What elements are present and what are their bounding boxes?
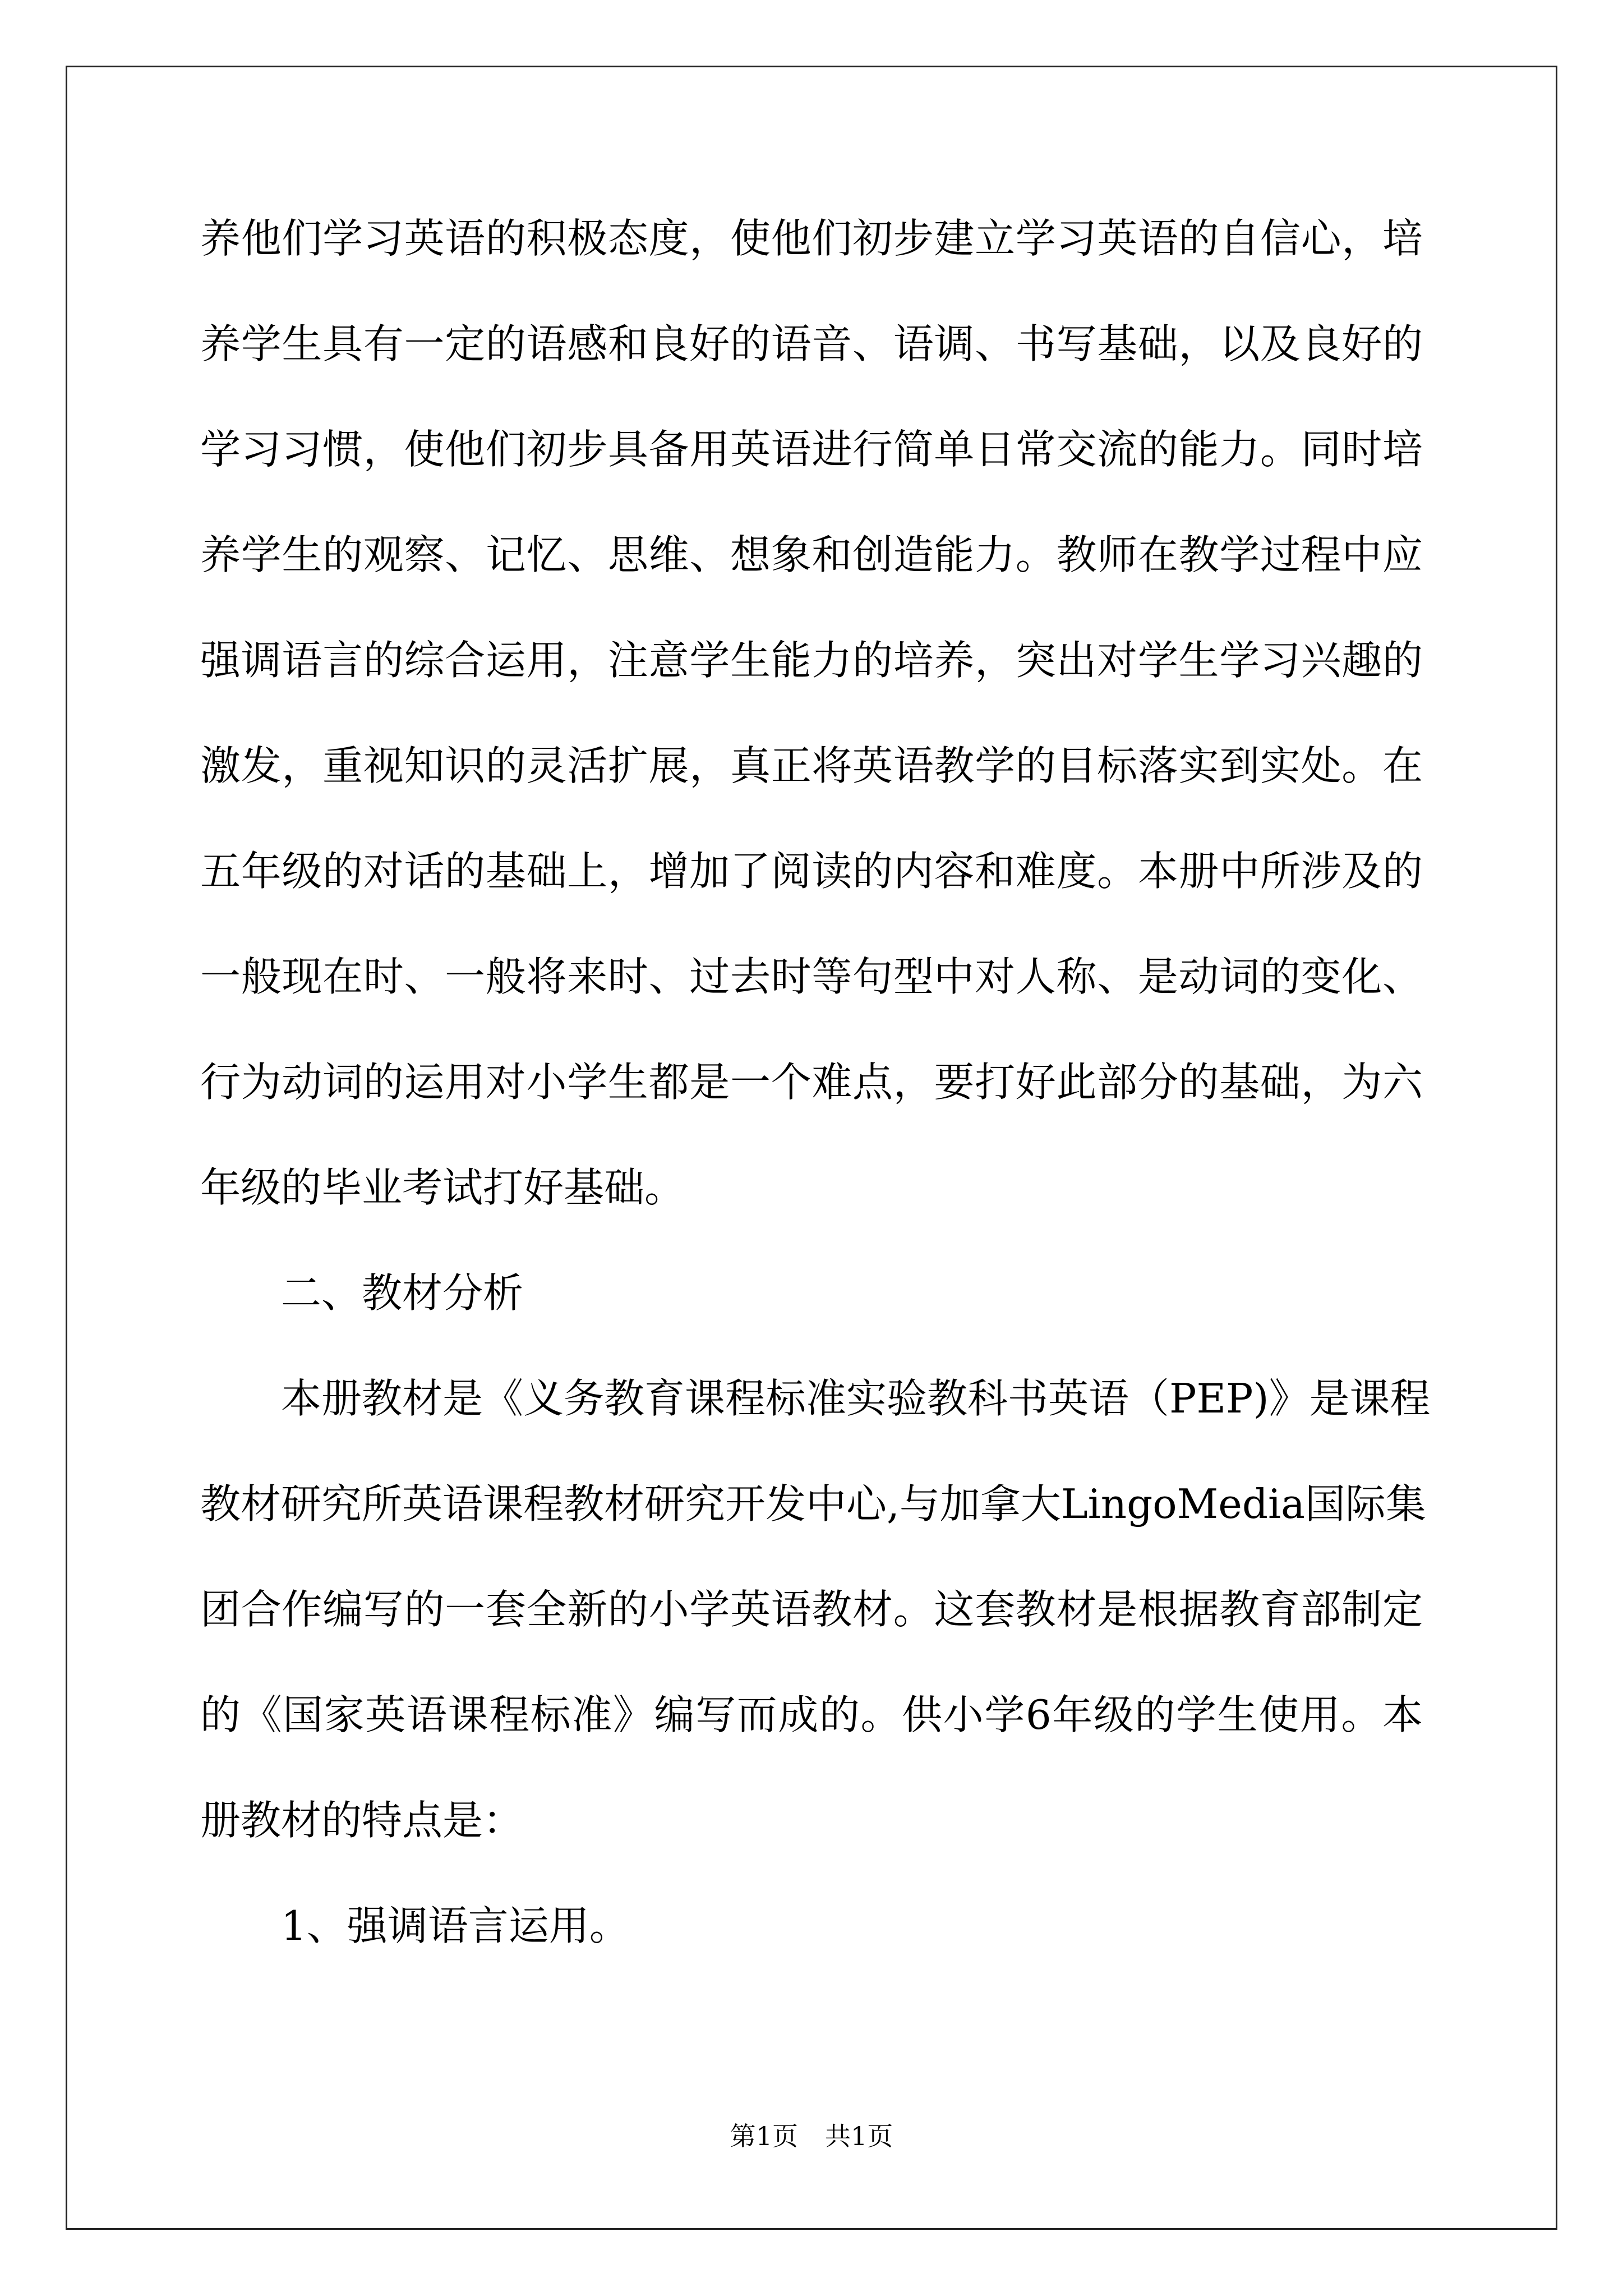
section-heading: 二、教材分析 <box>281 1269 524 1317</box>
body-line-10: 年级的毕业考试打好基础。 <box>200 1164 685 1211</box>
page-total: 共1页 <box>825 2121 893 2151</box>
page-number: 第1页 <box>730 2121 798 2151</box>
body-line-12: 本册教材是《义务教育课程标准实验教科书英语（PEP)》是课程 <box>281 1375 1431 1422</box>
body-line-15: 的《国家英语课程标准》编写而成的。供小学6年级的学生使用。本 <box>200 1691 1423 1738</box>
page-footer <box>0 2119 1623 2153</box>
body-line-1: 养他们学习英语的积极态度，使他们初步建立学习英语的自信心，培 <box>200 215 1423 262</box>
document-body <box>200 212 1431 2005</box>
body-line-2: 养学生具有一定的语感和良好的语音、语调、书写基础，以及良好的 <box>200 320 1423 367</box>
body-line-16: 册教材的特点是： <box>200 1797 524 1844</box>
body-line-8: 一般现在时、一般将来时、过去时等句型中对人称、是动词的变化、 <box>200 953 1423 1000</box>
body-line-3: 学习习惯，使他们初步具备用英语进行简单日常交流的能力。同时培 <box>200 426 1423 473</box>
body-line-13: 教材研究所英语课程教材研究开发中心,与加拿大LingoMedia国际集 <box>200 1480 1426 1527</box>
list-item-1: 1、强调语言运用。 <box>281 1902 630 1949</box>
body-line-5: 强调语言的综合运用，注意学生能力的培养，突出对学生学习兴趣的 <box>200 637 1423 684</box>
body-line-14: 团合作编写的一套全新的小学英语教材。这套教材是根据教育部制定 <box>200 1586 1423 1633</box>
body-line-9: 行为动词的运用对小学生都是一个难点，要打好此部分的基础，为六 <box>200 1059 1423 1106</box>
body-line-6: 激发，重视知识的灵活扩展，真正将英语教学的目标落实到实处。在 <box>200 742 1423 789</box>
body-line-4: 养学生的观察、记忆、思维、想象和创造能力。教师在教学过程中应 <box>200 531 1423 578</box>
body-line-7: 五年级的对话的基础上，增加了阅读的内容和难度。本册中所涉及的 <box>200 848 1423 895</box>
